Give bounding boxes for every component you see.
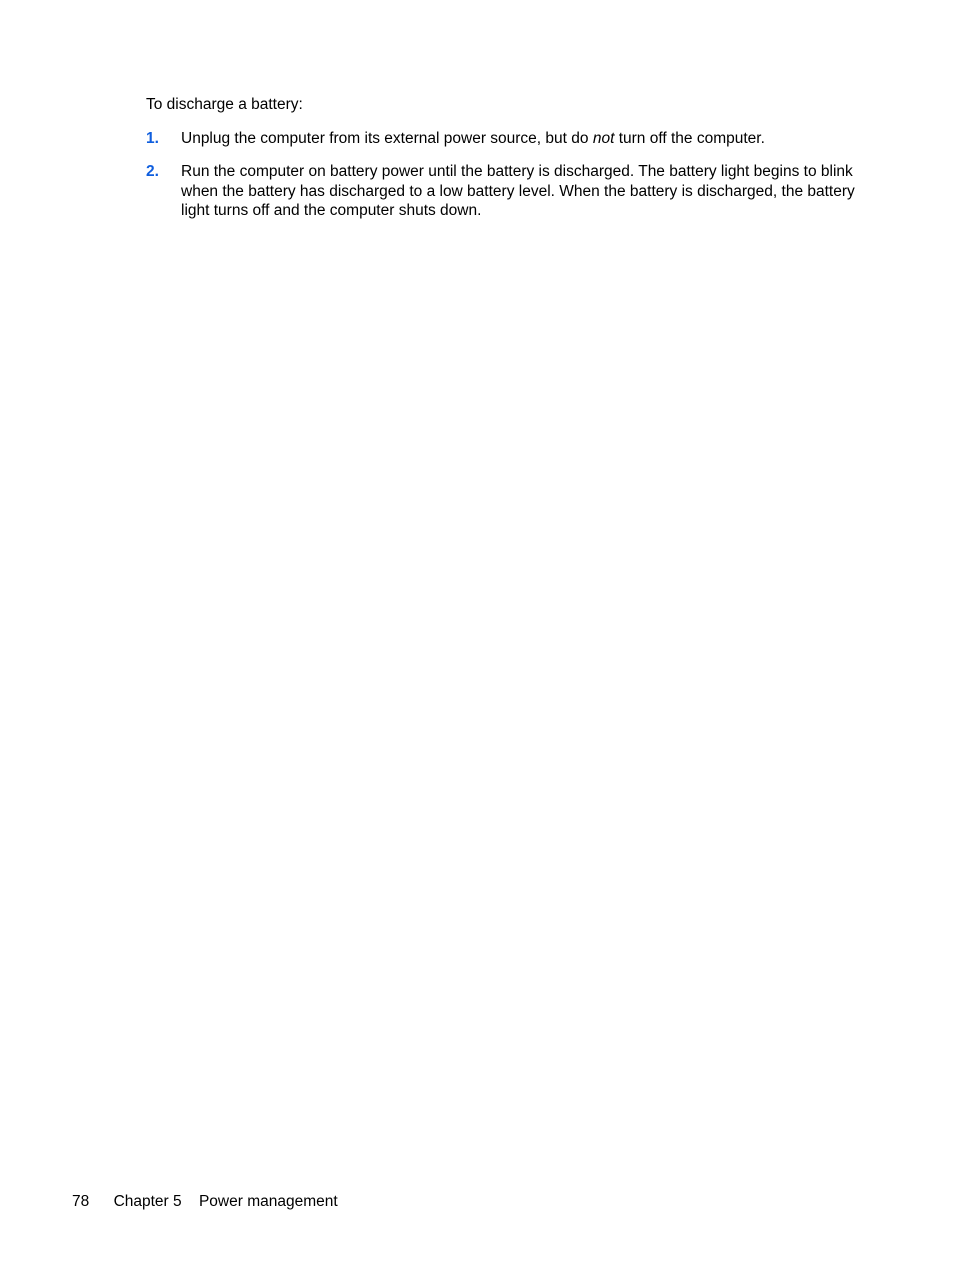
chapter-label: Chapter 5 [113, 1193, 182, 1210]
step-text-after: turn off the computer. [614, 129, 765, 147]
page-number: 78 [72, 1193, 90, 1210]
step-number: 1. [146, 129, 159, 147]
step-number: 2. [146, 163, 159, 180]
page-footer [72, 1192, 338, 1212]
step-text [181, 129, 876, 149]
step-text-before: Unplug the computer from its external power source, but do [181, 129, 593, 147]
intro-paragraph: To discharge a battery: [146, 96, 303, 113]
step-text-emphasis: not [592, 129, 615, 147]
page-body [146, 95, 876, 235]
step-2 [146, 162, 876, 221]
step-text: Run the computer on battery power until the battery is discharged. The battery light begins to blink when the battery has discharged to a low battery level. When the battery is discharged, the battery light turns off and the computer shuts down. [181, 163, 855, 219]
steps-list [146, 129, 876, 221]
step-1 [146, 129, 876, 149]
chapter-title: Power management [198, 1193, 338, 1210]
